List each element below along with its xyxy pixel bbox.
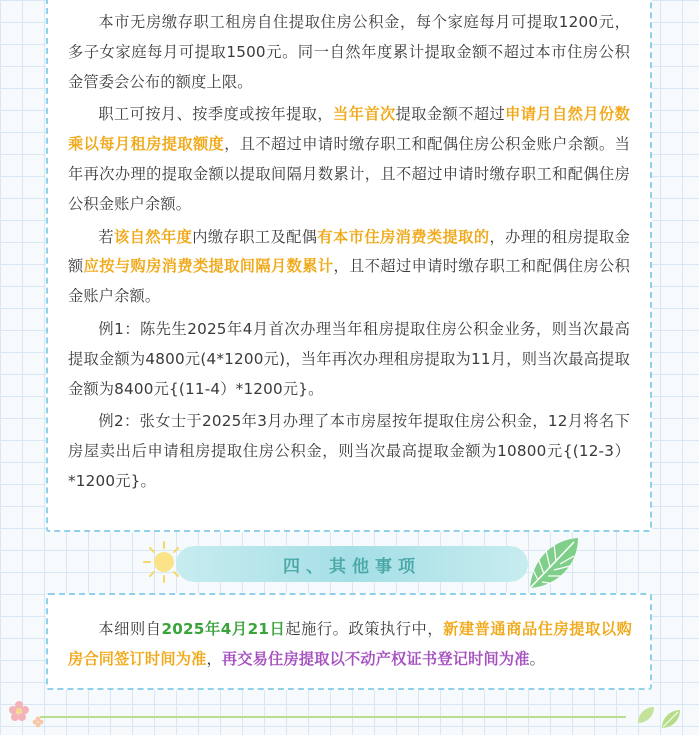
text: ，办理的租房提取金额 — [68, 227, 631, 276]
text: 内缴存职工及配偶 — [192, 227, 318, 246]
highlight-resale-rule: 再交易住房提取以不动产权证书登记时间为准 — [221, 649, 530, 668]
text: 若 — [98, 227, 115, 246]
text: ，且不超过申请时缴存职工和配偶住房公积金账户余额。 — [68, 257, 630, 306]
highlight-natural-year: 该自然年度 — [114, 227, 193, 246]
text: 本细则自 — [98, 620, 162, 638]
paragraph-withdraw-frequency — [68, 100, 630, 219]
highlight-interval-rule: 应按与购房消费类提取间隔月数累计 — [83, 257, 334, 276]
highlight-new-house-rule: 新建普通商品住房提取以购房合同签订时间为准 — [68, 620, 633, 668]
paragraph-example-2: 例2：张女士于2025年3月办理了本市房屋按年提取住房公积金，12月将名下房屋卖出后申请租房提取住房公积金，则当次最高提取金额为10800元{(12-3）*1200元}。 — [68, 412, 630, 490]
text: 提取金额不超过 — [395, 105, 506, 124]
highlight-consumption-withdraw: 有本市住房消费类提取的 — [317, 227, 490, 246]
divider-line — [40, 716, 626, 718]
small-leaf-icon — [636, 705, 656, 725]
highlight-month-rule: 申请月自然月份数乘以每月租房提取额度 — [68, 105, 630, 154]
text: 职工可按月、按季度或按年提取， — [98, 105, 334, 124]
tropical-leaf-icon — [522, 532, 584, 594]
highlight-first-time: 当年首次 — [333, 105, 396, 124]
section-banner — [176, 546, 528, 582]
paragraph-example-1: 例1：陈先生2025年4月首次办理当年租房提取住房公积金业务，则当次最高提取金额为4800元(4*1200元)，当年再次办理租房提取为11月，则当次最高提取金额为8400元{(11-4）*1200元}。 — [68, 319, 630, 398]
other-matters-card — [46, 593, 652, 690]
text: ， — [206, 649, 222, 668]
flower-icon — [8, 700, 30, 722]
text: ，且不超过申请时缴存职工和配偶住房公积金账户余额。当年再次办理的提取金额以提取间隔月数累计，且不超过申请时缴存职工和配偶住房公积金账户余额。 — [68, 135, 631, 213]
small-leaf-icon — [660, 708, 682, 730]
text: 。 — [529, 649, 546, 668]
paragraph-consumption-rule — [68, 223, 630, 312]
paragraph-effective-date — [68, 615, 632, 675]
paragraph-rent-limit: 本市无房缴存职工租房自住提取住房公积金，每个家庭每月可提取1200元，多子女家庭每月可提取1500元。同一自然年度累计提取金额不超过本市住房公积金管委会公布的额度上限。 — [68, 13, 630, 91]
policy-text-card — [46, 0, 652, 532]
text: 起施行。政策执行中， — [285, 620, 444, 638]
section-title: 四、其他事项 — [283, 556, 421, 577]
highlight-effective-date: 2025年4月21日 — [161, 620, 286, 638]
